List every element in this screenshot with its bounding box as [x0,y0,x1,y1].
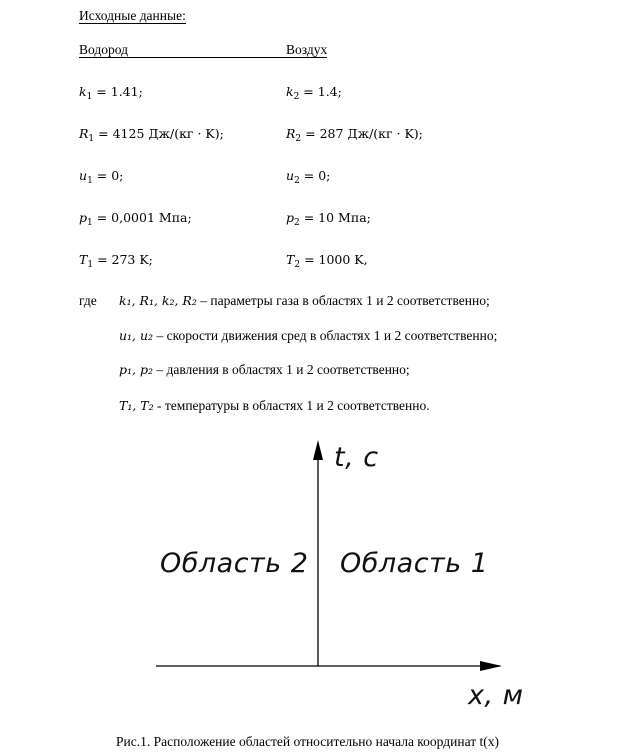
x-axis-label: x, м [468,680,524,711]
region-left-label: Область 2 [160,548,309,579]
definition-gas-params: k₁, R₁, k₂, R₂ – параметры газа в областях 1 и 2 соответственно; [119,293,490,308]
t-axis-label: t, c [334,442,379,473]
definition-velocities: u₁, u₂ – скорости движения сред в областях 1 и 2 соответственно; [119,328,498,343]
param-u1: $u_1 = 0$; [79,168,124,186]
x-axis-arrow [480,661,502,671]
param-k2: $k_2 = 1.4$; [286,84,342,102]
t-axis-arrow [313,440,323,460]
param-p1: $p_1 = 0,0001$ Мпа; [79,210,192,228]
figure-caption: Рис.1. Расположение областей относительно начала координат t(x) [116,734,499,749]
param-t2: $T_2 = 1000$ K, [286,252,368,270]
where-word: где [79,293,97,308]
coordinate-figure [0,430,634,730]
param-r2: $R_2 = 287$ Дж/(кг · K); [286,126,423,144]
column-right-title: Воздух [286,42,328,57]
param-t1: $T_1 = 273$ K; [79,252,153,270]
region-right-label: Область 1 [340,548,489,579]
column-left-title: Водород [79,42,286,58]
param-r1: $R_1 = 4125$ Дж/(кг · K); [79,126,224,144]
definition-pressures: p₁, p₂ – давления в областях 1 и 2 соответственно; [119,362,410,377]
param-k1: $k_1 = 1.41$; [79,84,143,102]
definition-temperatures: T₁, T₂ - температуры в областях 1 и 2 соответственно. [119,398,430,413]
param-p2: $p_2 = 10$ Мпа; [286,210,371,228]
param-u2: $u_2 = 0$; [286,168,331,186]
heading: Исходные данные: [79,8,186,23]
